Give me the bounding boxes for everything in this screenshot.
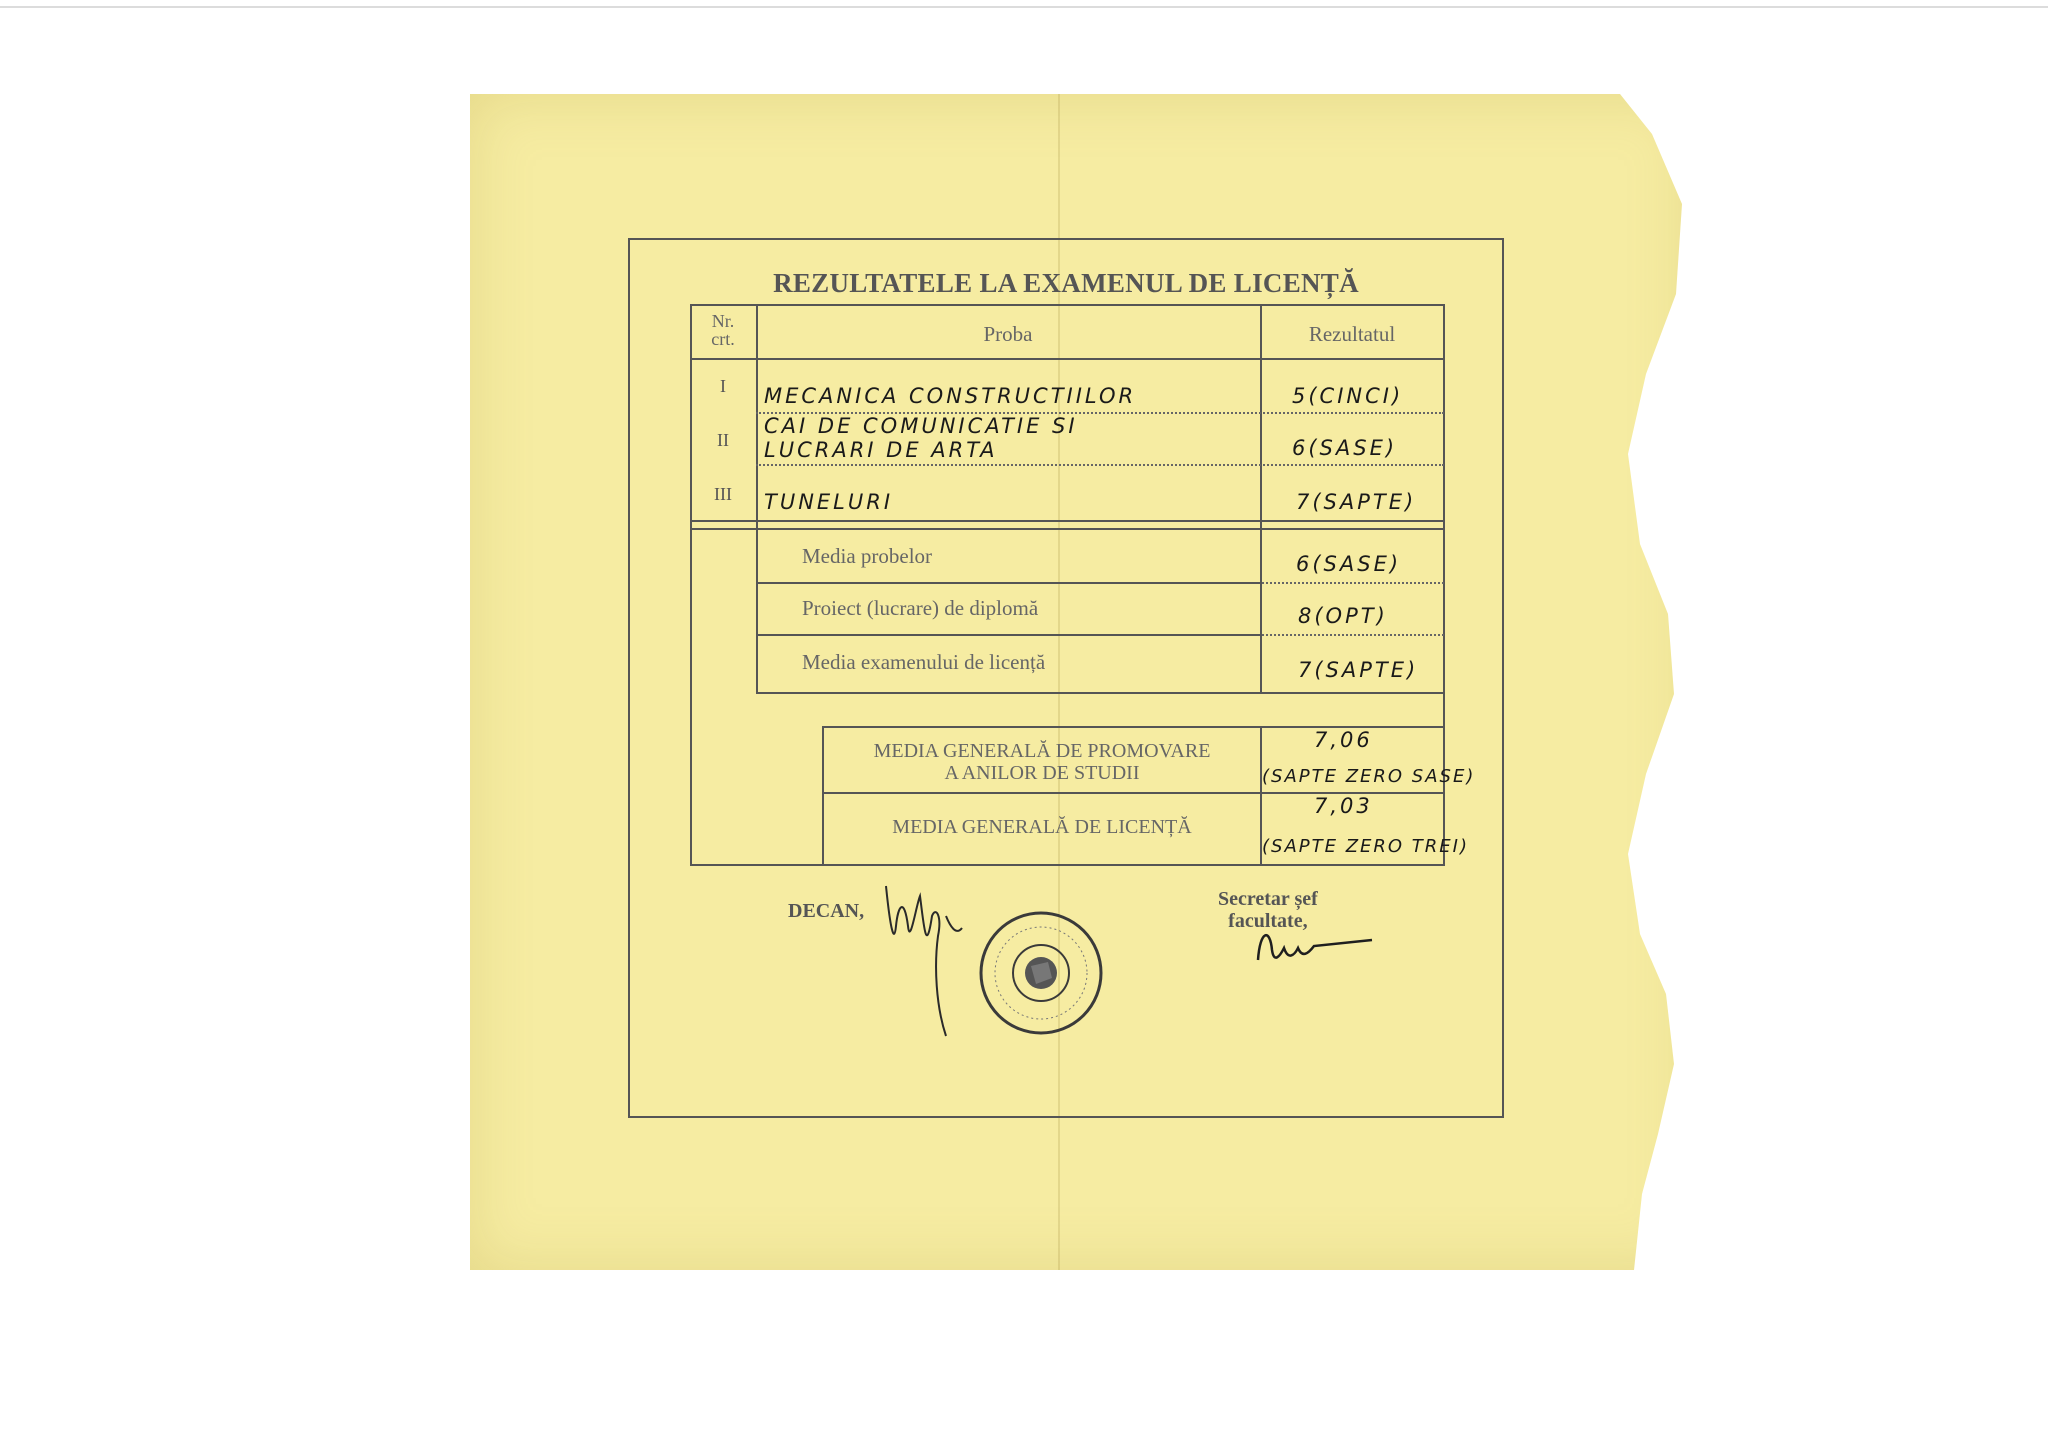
- general-promovare-label: MEDIA GENERALĂ DE PROMOVARE A ANILOR DE STUDII: [873, 740, 1211, 784]
- header-rezultatul: Rezultatul: [1308, 322, 1396, 346]
- general-promovare-words: (SAPTE ZERO SASE): [1262, 766, 1476, 787]
- dean-signature: [876, 866, 976, 1046]
- general-licenta-words: (SAPTE ZERO TREI): [1262, 836, 1470, 857]
- exam-row-1-proba: MECANICA CONSTRUCTIILOR: [764, 384, 1137, 408]
- summary-proiect-label: Proiect (lucrare) de diplomă: [802, 596, 1039, 620]
- exam-row-3-proba: TUNELURI: [764, 490, 894, 514]
- exam-row-2-nr: II: [717, 430, 729, 450]
- header-proba: Proba: [983, 322, 1033, 346]
- exam-row-2-result: 6(SASE): [1292, 436, 1398, 460]
- general-licenta-label: MEDIA GENERALĂ DE LICENȚĂ: [892, 816, 1192, 838]
- exam-row-1-result: 5(CINCI): [1292, 384, 1404, 408]
- secretary-label: Secretar șef facultate,: [1218, 888, 1318, 932]
- exam-row-2-proba-line1: CAI DE COMUNICATIE SI: [764, 414, 1078, 438]
- official-stamp: [976, 908, 1106, 1038]
- scan-edge-line: [0, 6, 2048, 8]
- summary-media-probelor-label: Media probelor: [802, 544, 933, 568]
- summary-proiect-value: 8(OPT): [1298, 604, 1388, 628]
- exam-row-2-proba-line2: LUCRARI DE ARTA: [764, 438, 998, 462]
- exam-row-3-result: 7(SAPTE): [1296, 490, 1417, 514]
- summary-media-examen-label: Media examenului de licență: [802, 650, 1046, 674]
- secretary-signature: [1250, 920, 1380, 970]
- exam-row-1-nr: I: [720, 376, 726, 396]
- general-promovare-value: 7,06: [1314, 728, 1373, 752]
- summary-media-examen-value: 7(SAPTE): [1298, 658, 1419, 682]
- dean-label: DECAN,: [788, 900, 865, 922]
- summary-media-probelor-value: 6(SASE): [1296, 552, 1402, 576]
- document-title: REZULTATELE LA EXAMENUL DE LICENȚĂ: [773, 268, 1359, 298]
- header-nr: Nr. crt.: [711, 311, 735, 349]
- exam-row-3-nr: III: [714, 484, 732, 504]
- general-licenta-value: 7,03: [1314, 794, 1373, 818]
